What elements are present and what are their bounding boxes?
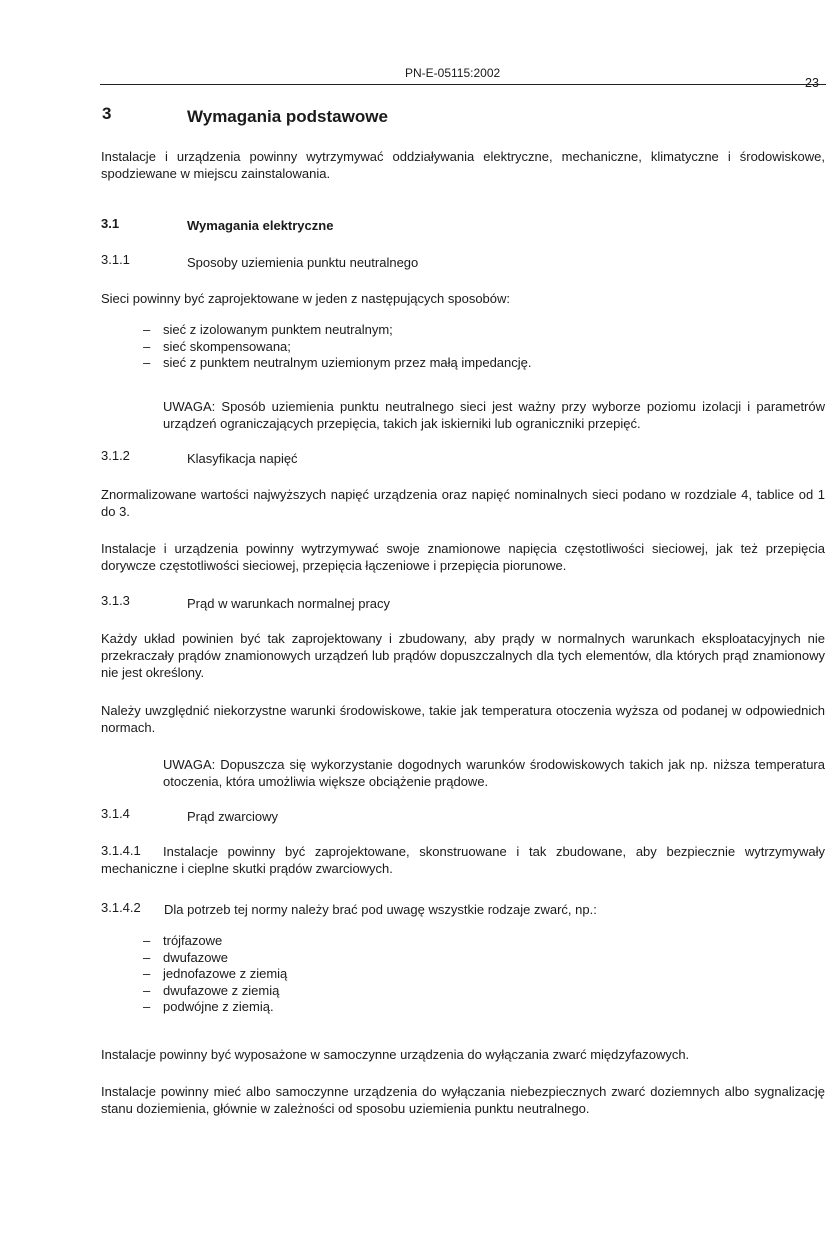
section-3-1-2-number: 3.1.2	[101, 448, 130, 463]
section-3-1-3-p2: Należy uwzględnić niekorzystne warunki środowiskowe, takie jak temperatura otoczenia wyższa od podanej w odpowiednich normach.	[101, 703, 825, 735]
list-item-text: sieć z izolowanym punktem neutralnym;	[163, 322, 393, 337]
section-3-intro: Instalacje i urządzenia powinny wytrzymywać oddziaływania elektryczne, mechaniczne, klimatyczne i środowiskowe, spodziewane w miejscu zainstalowania.	[101, 149, 825, 181]
note-grounding: UWAGA: Sposób uziemienia punktu neutralnego sieci jest ważny przy wyborze poziomu izolacji i parametrów urządzeń ograniczających przepięcia, takich jak iskierniki lub ograniczniki przepięć.	[163, 399, 825, 431]
dash-marker: –	[143, 322, 151, 337]
section-3-1-4-title: Prąd zwarciowy	[187, 809, 279, 824]
list-item-text: trójfazowe	[163, 933, 223, 948]
list-item-text: podwójne z ziemią.	[163, 999, 274, 1014]
section-3-1-2-p2: Instalacje i urządzenia powinny wytrzymywać swoje znamionowe napięcia częstotliwości sieciowej, jak też przepięcia dorywcze częstotliwości sieciowej, przepięcia łączeniowe i przepięcia piorunowe.	[101, 541, 825, 573]
list-item	[143, 966, 823, 983]
list-item	[143, 355, 823, 372]
section-3-1-2-p1: Znormalizowane wartości najwyższych napięć urządzenia oraz napięć nominalnych sieci podano w rozdziale 4, tablice od 1 do 3.	[101, 487, 825, 519]
section-3-1-4-2-number: 3.1.4.2	[101, 900, 141, 915]
section-3-1-2-title: Klasyfikacja napięć	[187, 451, 298, 466]
standard-code: PN-E-05115:2002	[405, 66, 501, 80]
short-circuit-types-list	[143, 933, 823, 1016]
section-3-1-4-1-text: Instalacje powinny być zaprojektowane, skonstruowane i tak zbudowane, aby bezpiecznie wytrzymywały mechaniczne i cieplne skutki prądów zwarciowych.	[101, 844, 825, 876]
list-item-text: jednofazowe z ziemią	[163, 966, 288, 981]
list-item	[143, 983, 823, 1000]
list-item	[143, 933, 823, 950]
dash-marker: –	[143, 949, 151, 965]
list-item	[143, 339, 823, 356]
list-item-text: sieć z punktem neutralnym uziemionym przez małą impedancję.	[163, 355, 532, 370]
section-3-1-1-title: Sposoby uziemienia punktu neutralnego	[187, 255, 419, 270]
list-item	[143, 322, 823, 339]
note-environment: UWAGA: Dopuszcza się wykorzystanie dogodnych warunków środowiskowych takich jak np. niższa temperatura otoczenia, która umożliwia większe obciążenie prądowe.	[163, 757, 825, 789]
list-item-text: sieć skompensowana;	[163, 338, 291, 354]
section-3-1-3-title: Prąd w warunkach normalnej pracy	[187, 596, 391, 611]
section-3-1-4-number: 3.1.4	[101, 806, 130, 821]
section-3-1-4-2-text: Dla potrzeb tej normy należy brać pod uwagę wszystkie rodzaje zwarć, np.:	[164, 902, 597, 917]
section-3-1-1-number: 3.1.1	[101, 252, 130, 267]
section-3-1-4-p1: Instalacje powinny być wyposażone w samoczynne urządzenia do wyłączania zwarć międzyfazowych.	[101, 1047, 690, 1062]
section-3-1-1-text: Sieci powinny być zaprojektowane w jeden z następujących sposobów:	[101, 291, 511, 306]
section-3-1-title: Wymagania elektryczne	[187, 218, 334, 233]
dash-marker: –	[143, 338, 151, 354]
list-item-text: dwufazowe z ziemią	[163, 982, 280, 998]
dash-marker: –	[143, 982, 151, 998]
page-number: 23	[805, 76, 819, 90]
grounding-methods-list	[143, 322, 823, 372]
dash-marker: –	[143, 966, 151, 981]
section-3-1-3-p1: Każdy układ powinien być tak zaprojektowany i zbudowany, aby prądy w normalnych warunkach eksploatacyjnych nie przekraczały prądów znamionowych urządzeń lub prądów dopuszczalnych dla tych elementów, dla których prąd znamionowy nie jest określony.	[101, 631, 825, 680]
list-item	[143, 950, 823, 967]
list-item-text: dwufazowe	[163, 949, 229, 965]
section-3-number: 3	[102, 104, 112, 123]
header-rule	[100, 84, 826, 85]
dash-marker: –	[143, 355, 151, 370]
dash-marker: –	[143, 933, 151, 948]
section-3-1-number: 3.1	[101, 216, 120, 231]
list-item	[143, 999, 823, 1016]
dash-marker: –	[143, 999, 151, 1014]
section-3-1-4-1-number: 3.1.4.1	[101, 843, 141, 858]
section-3-1-4-p2: Instalacje powinny mieć albo samoczynne urządzenia do wyłączania niebezpiecznych zwarć doziemnych albo sygnalizację stanu doziemienia, głównie w zależności od sposobu uziemienia punktu neutralnego.	[101, 1084, 825, 1116]
section-3-1-3-number: 3.1.3	[101, 593, 130, 608]
section-3-title: Wymagania podstawowe	[187, 107, 388, 126]
